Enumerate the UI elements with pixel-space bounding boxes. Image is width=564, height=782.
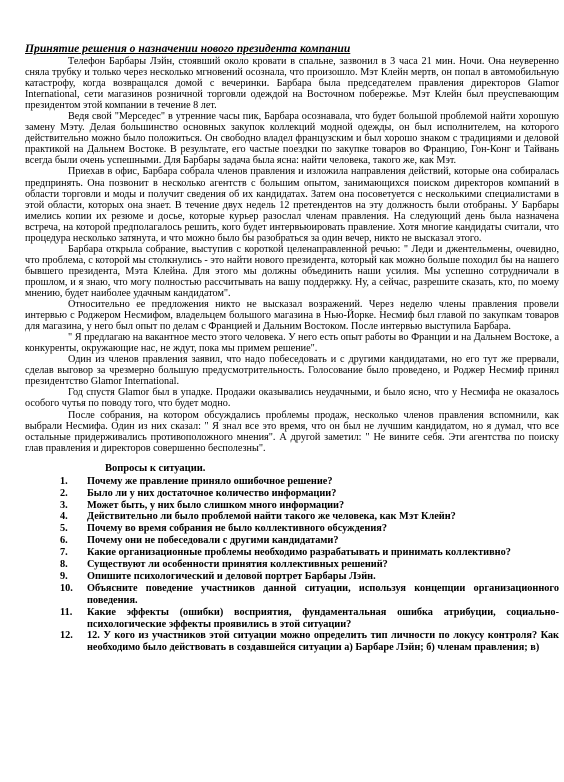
question-item [25, 523, 559, 535]
question-item [25, 511, 559, 523]
question-number: 7. [60, 547, 68, 559]
paragraph: " Я предлагаю на вакантное место этого человека. У него есть опыт работы во Франции и на Дальнем Востоке, а конкуренты, окружающие нас, не ждут, пока мы примем решение". [25, 332, 559, 355]
question-text: Опишите психологический и деловой портрет Барбары Лэйн. [87, 570, 376, 582]
question-number: 11. [60, 606, 73, 618]
question-item [25, 476, 559, 488]
question-text: Какие организационные проблемы необходимо разрабатывать и принимать коллективно? [87, 547, 511, 559]
question-text: Почему они не побеседовали с другими кандидатами? [87, 535, 339, 547]
question-item [25, 559, 559, 571]
question-number: 8. [60, 559, 68, 571]
question-item [25, 488, 559, 500]
question-number: 4. [60, 511, 68, 523]
question-item [25, 630, 559, 654]
questions-list [25, 476, 564, 655]
paragraph: После собрания, на котором обсуждались проблемы продаж, несколько членов правления вспомнили, как выбрали Несмифа. Один из них сказал: " Я знал все это время, что он был не лучшим кандидатом, но я думал, что все остальные придерживались противоположного мнения". А другой заметил: " Не вините себя. Эти агентства по поиску глав правления и директоров совершенно бесполезны". [25, 409, 559, 454]
question-number: 12. [60, 630, 73, 642]
question-text: Объясните поведение участников данной ситуации, используя концепции организационного поведения. [87, 582, 559, 606]
question-text: Действительно ли было проблемой найти такого же человека, как Мэт Клейн? [87, 511, 456, 523]
paragraph: Барбара открыла собрание, выступив с короткой целенаправленной речью: " Леди и джентельмены, очевидно, что проблема, с которой мы столкнулись - это найти нового президента, который как можно больше походил бы на нашего бывшего президента, Мэта Клейна. Для этого мы должны объединить наши усилия. Мы успешно сотрудничали в прошлом, и я знаю, что могу полностью рассчитывать на вашу поддержку. Ну, а сейчас, разрешите сказать, кто, по моему мнению, будет наиболее удачным кандидатом". [25, 243, 559, 299]
question-number: 5. [60, 523, 68, 535]
case-text [25, 56, 564, 454]
question-text: Почему во время собрания не было коллективного обсуждения? [87, 523, 387, 535]
question-text: 12. У кого из участников этой ситуации можно определить тип личности по локусу контроля? Как необходимо было действовать в создавшейся ситуации а) Барбаре Лэйн; б) членам правления; в) [87, 630, 559, 654]
paragraph: Приехав в офис, Барбара собрала членов правления и изложила направления действий, которые она собиралась предпринять. Она позвонит в несколько агентств с большим опытом, занимающихся поиском директоров компаний в области торговли и моды и получит сведения об их кандидатах. Затем она посоветуется с несколькими специалистами в этой области, которых она знает. В течение двух недель 12 претендентов на эту должность были отобраны. У Барбары имелись копии их резюме и досье, которые курьер разослал членам правления. На следующий день была назначена встреча, на которой предполагалось решить, кого будет интервьюировать правление. Хотя многие кандидаты считали, что процедура несколько затянута, и что можно было бы разобраться за один вечер, никто не высказал этого. [25, 166, 559, 244]
question-number: 6. [60, 535, 68, 547]
paragraph: Телефон Барбары Лэйн, стоявший около кровати в спальне, зазвонил в 3 часа 21 мин. Ночи. Она неуверенно сняла трубку и только через несколько мгновений осознала, что произошло. Мэт Клейн мертв, он попал в автомобильную катастрофу, когда возвращался домой с вечеринки. Барбара была председателем правления директоров Glamor International, сети магазинов розничной торговли одеждой на Восточном побережье. Мэт Клейн был преуспевающим президентом этой компании в течение 8 лет. [25, 56, 559, 112]
question-number: 9. [60, 570, 68, 582]
question-item [25, 547, 559, 559]
paragraph: Ведя свой "Мерседес" в утренние часы пик, Барбара осознавала, что будет большой проблемой найти хорошую замену Мэту. Делая большинство основных закупок коллекций модной одежды, он был исполнителем, на которого действительно можно было положиться. Он свободно владел французским и был хорошо знаком с традициями и деловой практикой на Дальнем Востоке. В результате, его частые поездки по закупке товаров во Францию, Гон-Конг и Тайвань всегда были очень успешными. Для Барбары задача была ясна: найти человека, такого же, как Мэт. [25, 111, 559, 167]
question-number: 1. [60, 475, 68, 487]
question-text: Какие эффекты (ошибки) восприятия, фундаментальная ошибка атрибуции, социально-психологические эффекты проявились в этой ситуации? [87, 606, 559, 630]
question-text: Может быть, у них было слишком много информации? [87, 499, 345, 511]
question-text: Почему же правление приняло ошибочное решение? [87, 475, 333, 487]
question-item [25, 571, 559, 583]
question-text: Существуют ли особенности принятия коллективных решений? [87, 559, 388, 571]
question-number: 3. [60, 499, 68, 511]
question-text: Было ли у них достаточное количество информации? [87, 487, 337, 499]
question-number: 2. [60, 487, 68, 499]
question-number: 10. [60, 582, 73, 594]
question-item [25, 583, 559, 607]
document-title: Принятие решения о назначении нового президента компании [25, 42, 351, 55]
paragraph: Один из членов правления заявил, что надо побеседовать и с другими кандидатами, но его тут же прервали, сделав выговор за чрезмерно большую предусмотрительность. Голосование было проведено, и Роджер Несмиф принял президентство Glamor International. [25, 354, 559, 388]
question-item [25, 500, 559, 512]
paragraph: Год спустя Glamor был в упадке. Продажи оказывались неудачными, и было ясно, что у Несмифа не оказалось особого чутья по поводу того, что будет модно. [25, 387, 559, 410]
paragraph: Относительно ее предложения никто не высказал возражений. Через неделю члены правления провели интервью с Роджером Несмифом, владельцем большого магазина в Нью-Йорке. Несмиф был главой по закупкам товаров для магазина, у него был опыт по делам с Францией и Дальним Востоком. После интервью выступила Барбара. [25, 299, 559, 333]
questions-heading: Вопросы к ситуации. [105, 462, 206, 474]
question-item [25, 535, 559, 547]
question-item [25, 607, 559, 631]
